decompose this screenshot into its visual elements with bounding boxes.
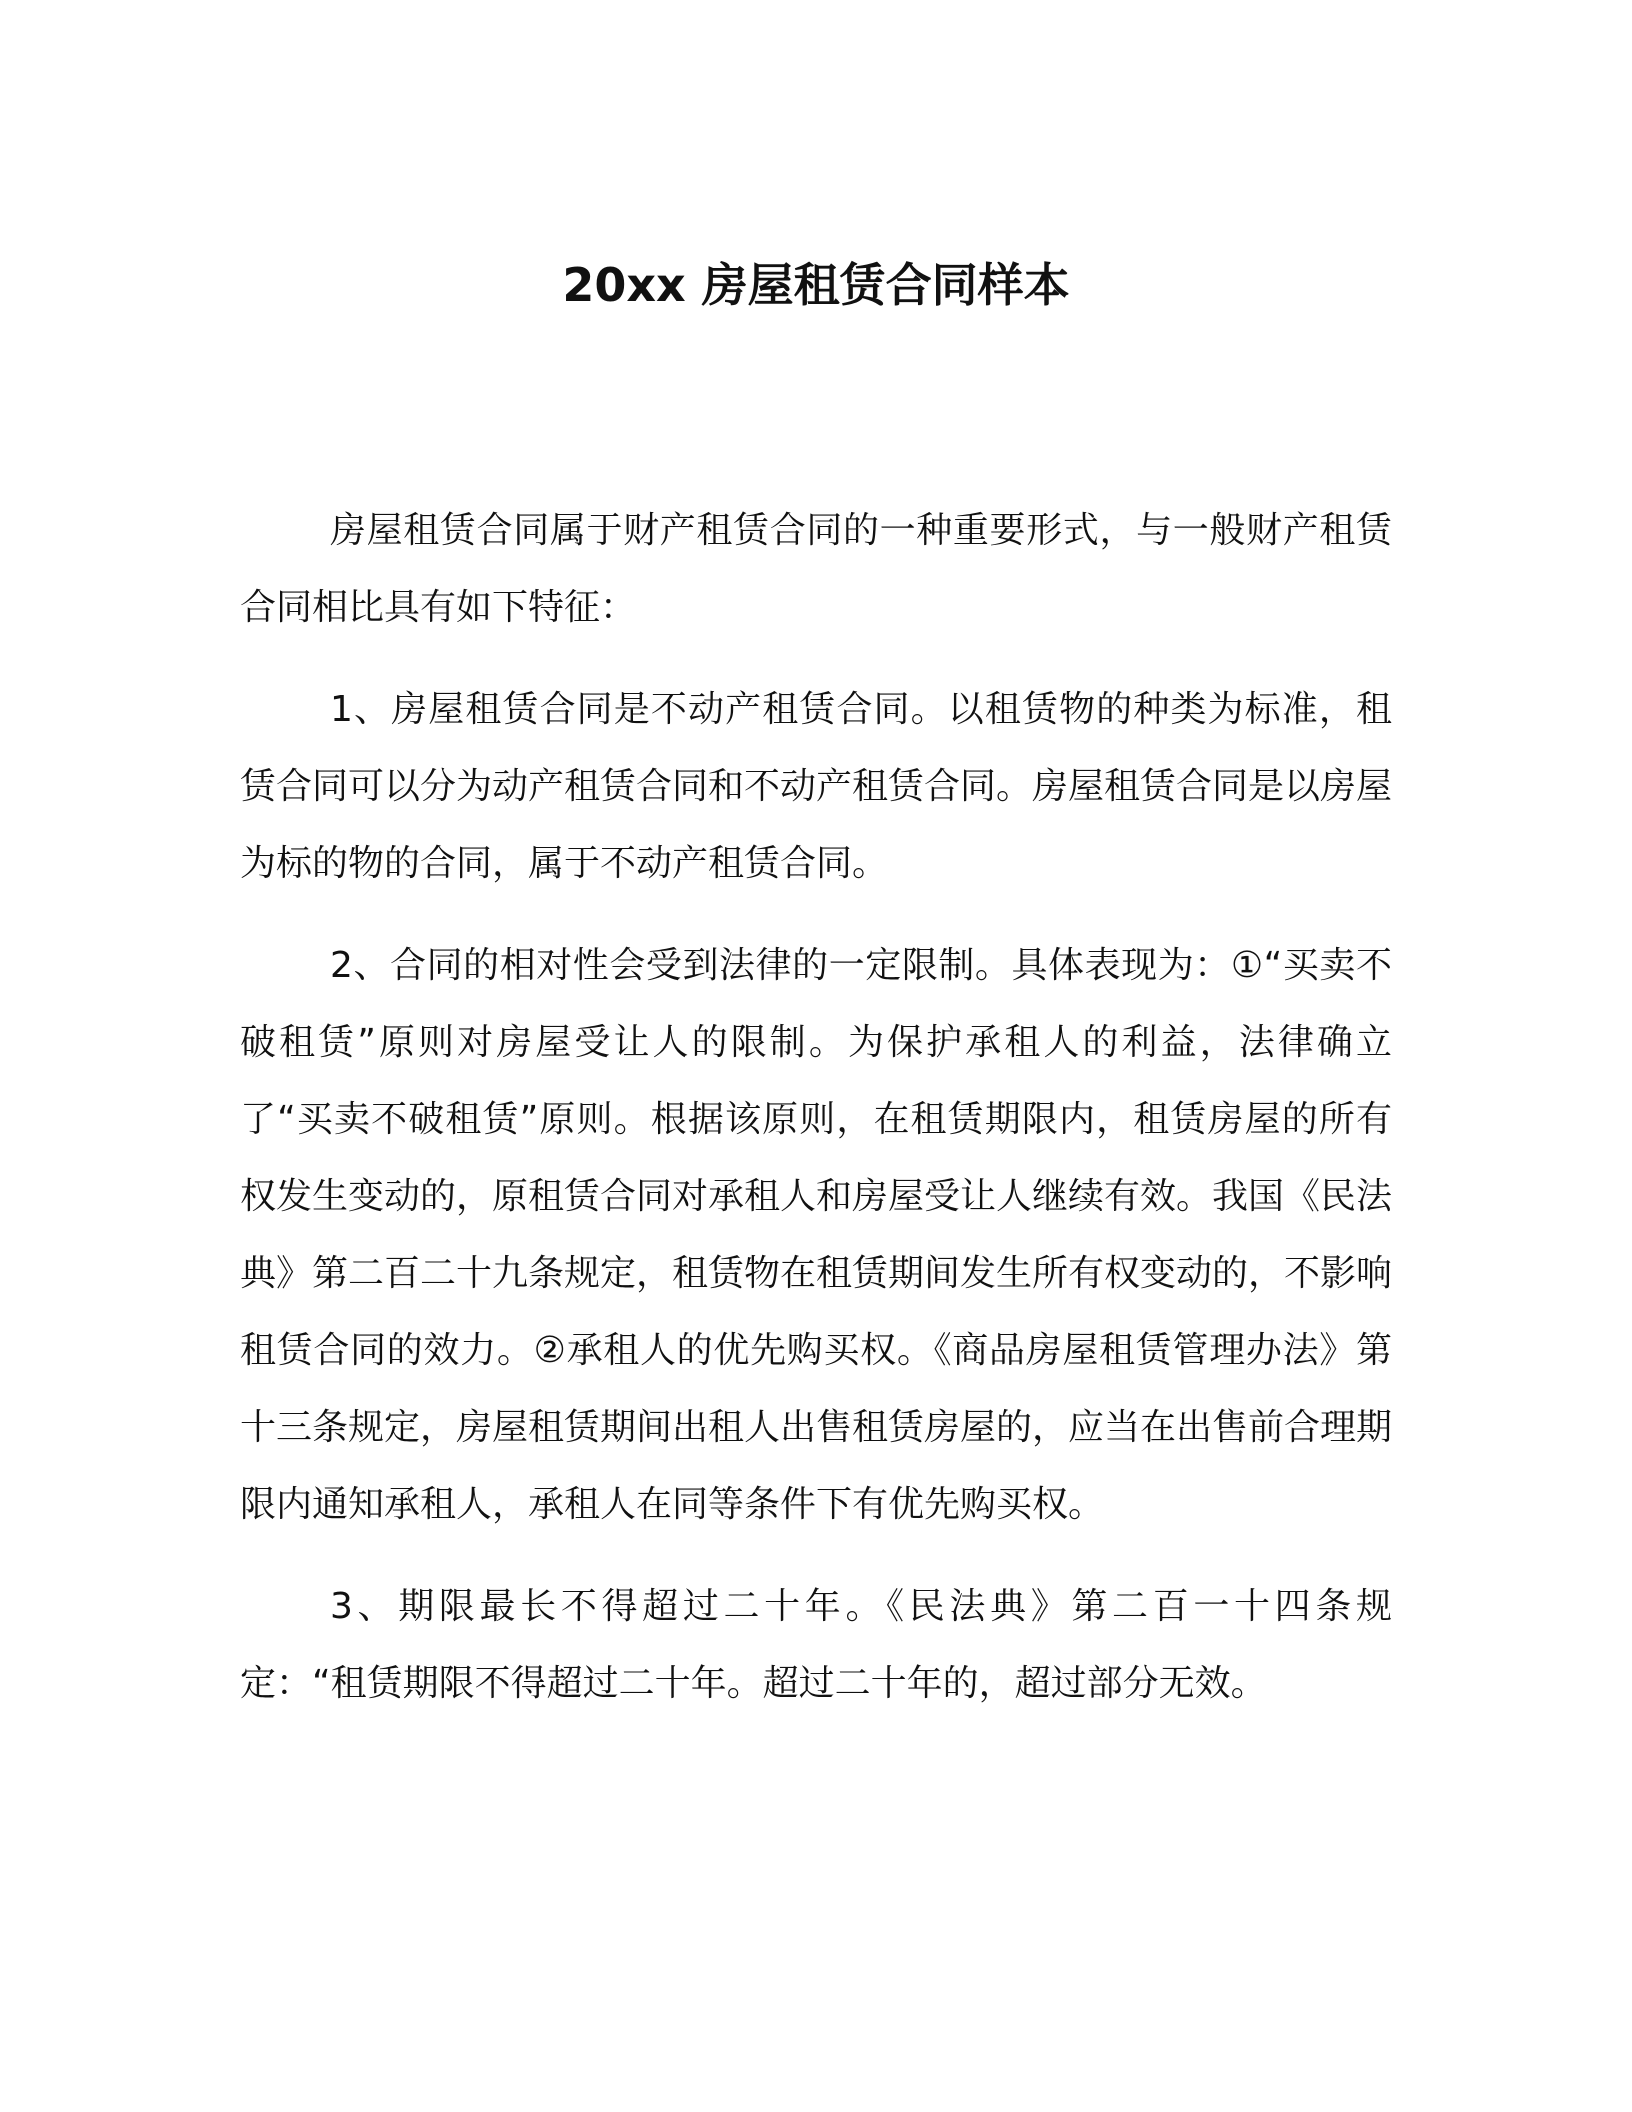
paragraph-point-2: 2、合同的相对性会受到法律的一定限制。具体表现为：①“买卖不破租赁”原则对房屋受让人的限制。为保护承租人的利益，法律确立了“买卖不破租赁”原则。根据该原则，在租赁期限内，租赁房屋的所有权发生变动的，原租赁合同对承租人和房屋受让人继续有效。我国《民法典》第二百二十九条规定，租赁物在租赁期间发生所有权变动的，不影响租赁合同的效力。②承租人的优先购买权。《商品房屋租赁管理办法》第十三条规定，房屋租赁期间出租人出售租赁房屋的，应当在出售前合理期限内通知承租人，承租人在同等条件下有优先购买权。 bbox=[240, 945, 1393, 1525]
paragraph-point-1: 1、房屋租赁合同是不动产租赁合同。以租赁物的种类为标准，租赁合同可以分为动产租赁合同和不动产租赁合同。房屋租赁合同是以房屋为标的物的合同，属于不动产租赁合同。 bbox=[240, 689, 1393, 884]
document-body bbox=[240, 492, 1392, 1722]
page-title: 20xx 房屋租赁合同样本 bbox=[562, 257, 1070, 312]
paragraph-point-3: 3、期限最长不得超过二十年。《民法典》第二百一十四条规定：“租赁期限不得超过二十年。超过二十年的，超过部分无效。 bbox=[240, 1586, 1392, 1704]
paragraph-intro: 房屋租赁合同属于财产租赁合同的一种重要形式，与一般财产租赁合同相比具有如下特征： bbox=[240, 510, 1392, 628]
